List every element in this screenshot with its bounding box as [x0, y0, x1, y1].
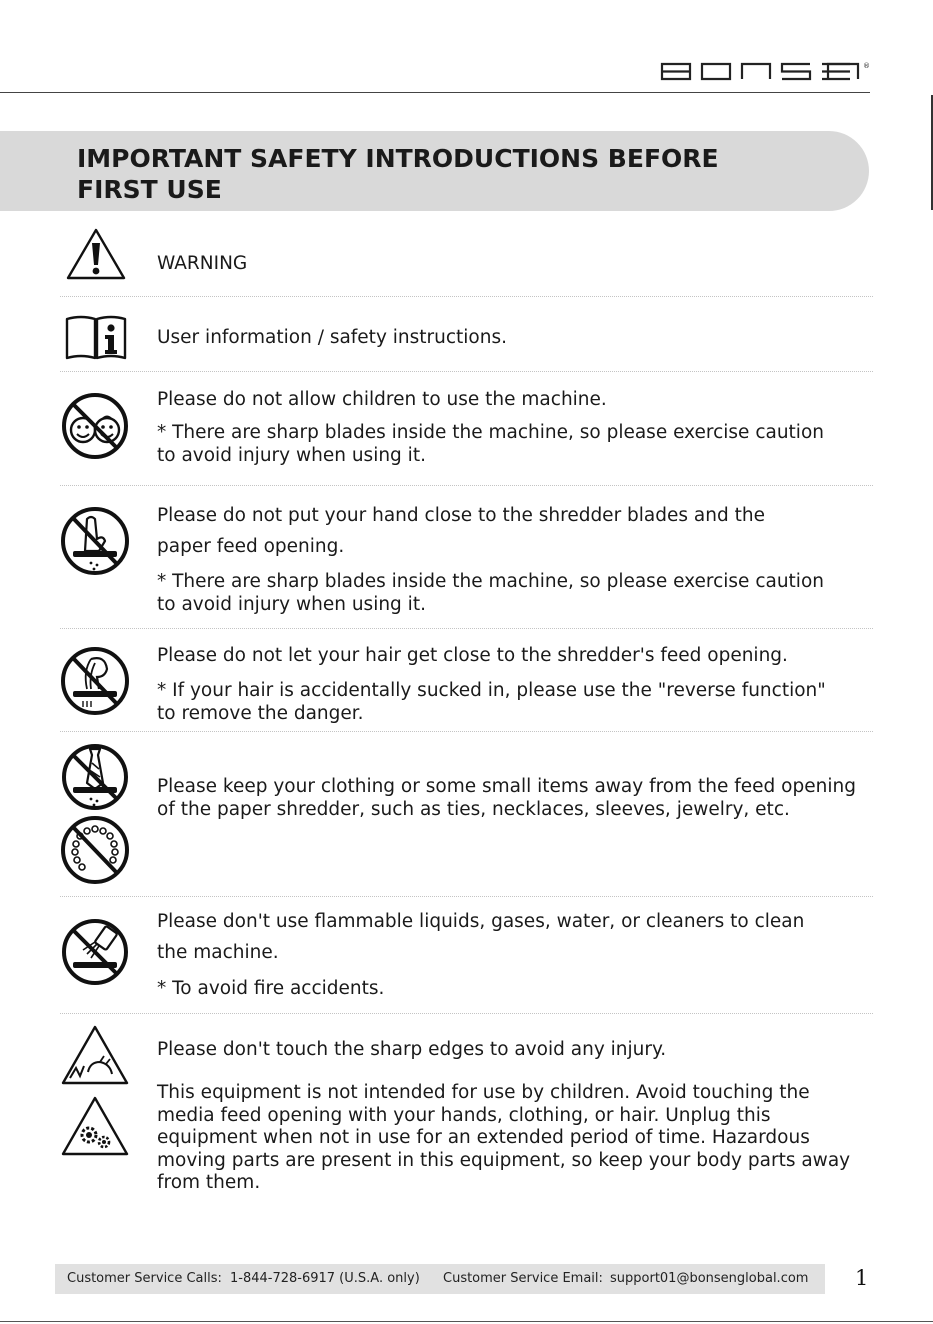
registered-mark: ® [863, 62, 870, 70]
clothing-warning: Please keep your clothing or some small items away from the feed opening of the paper shredder, such as ties, necklaces, sleeves, jewelry, etc. [157, 776, 856, 820]
user-info-label: User information / safety instructions. [157, 327, 507, 348]
footer-email-value[interactable]: support01@bonsenglobal.com [610, 1271, 809, 1286]
hand-warning-line-2: paper feed opening. [157, 536, 345, 557]
liquids-warning-line-2: the machine. [157, 942, 279, 963]
divider-5 [60, 731, 873, 732]
divider-4 [60, 628, 873, 629]
no-children-icon [61, 392, 129, 460]
page-number: 1 [855, 1266, 869, 1290]
divider-7 [60, 1013, 873, 1014]
children-note: * There are sharp blades inside the machine, so please exercise caution to avoid injury when using it. [157, 422, 824, 466]
header-rule [0, 92, 870, 93]
footer-calls-label: Customer Service Calls: [67, 1271, 222, 1286]
footer-calls-value: 1-844-728-6917 (U.S.A. only) [230, 1271, 420, 1286]
brand-logo-tail [822, 62, 862, 82]
no-tie-icon [61, 743, 129, 811]
no-necklace-icon [61, 815, 129, 885]
liquids-warning-line-1: Please don't use flammable liquids, gases, water, or cleaners to clean [157, 911, 805, 932]
liquids-note: * To avoid fire accidents. [157, 978, 385, 999]
page-title-line-1: IMPORTANT SAFETY INTRODUCTIONS BEFORE [77, 144, 719, 173]
divider-6 [60, 896, 873, 897]
hair-note: * If your hair is accidentally sucked in, please use the "reverse function" to remove the danger. [157, 680, 826, 724]
info-book-icon [64, 313, 128, 361]
divider-3 [60, 485, 873, 486]
no-spray-icon [61, 918, 129, 986]
warning-triangle-icon [65, 227, 127, 281]
edges-warning: Please don't touch the sharp edges to avoid any injury. [157, 1039, 667, 1060]
edges-paragraph: This equipment is not intended for use by children. Avoid touching the media feed opening with your hands, clothing, or hair. Unplug this equipment when not in use for an extended period of time. Hazardous moving parts are present in this equipment, so keep your body parts away from them. [157, 1082, 851, 1193]
children-warning: Please do not allow children to use the machine. [157, 389, 607, 410]
page-title-line-2: FIRST USE [77, 175, 222, 204]
divider-2 [60, 371, 873, 372]
page-title [77, 143, 837, 205]
footer-contact-bar [55, 1264, 825, 1294]
no-hand-icon [61, 505, 129, 575]
hand-note: * There are sharp blades inside the machine, so please exercise caution to avoid injury when using it. [157, 571, 824, 615]
moving-gears-warning-icon [60, 1095, 130, 1157]
hand-warning-line-1: Please do not put your hand close to the shredder blades and the [157, 505, 765, 526]
warning-label: WARNING [157, 253, 248, 274]
divider-1 [60, 296, 873, 297]
sharp-edge-warning-icon [60, 1024, 130, 1086]
hair-warning: Please do not let your hair get close to the shredder's feed opening. [157, 645, 788, 666]
footer-email-label: Customer Service Email: [443, 1271, 603, 1286]
bottom-rule [0, 1321, 933, 1322]
no-hair-icon [61, 645, 129, 715]
